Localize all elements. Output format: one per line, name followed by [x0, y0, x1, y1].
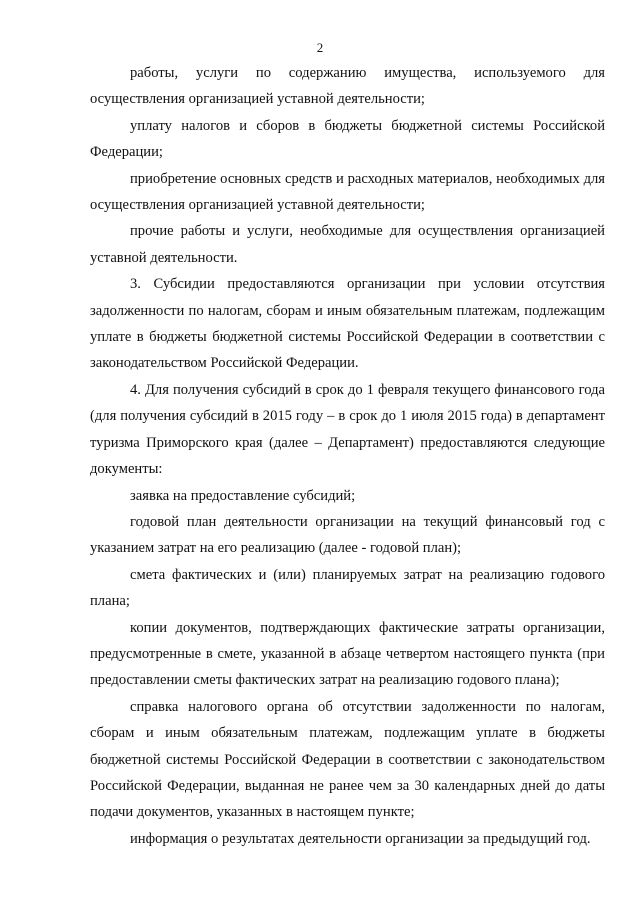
paragraph-other-works: прочие работы и услуги, необходимые для осуществления организацией уставной деятельности.: [90, 223, 605, 266]
paragraph-taxes-fees: уплату налогов и сборов в бюджеты бюджетной системы Российской Федерации;: [90, 117, 605, 161]
paragraph-tax-certificate: справка налогового органа об отсутствии задолженности по налогам, сборам и иным обязательным платежам, подлежащим уплате в бюджеты бюджетной системы Российской Федерации в соответствии с законодательством Российской Федерации, выданная не ранее чем за 30 календарных дней до даты подачи документов, указанных в настоящем пункте;: [90, 698, 605, 821]
paragraph-application: заявка на предоставление субсидий;: [130, 487, 356, 504]
paragraph-fixed-assets: приобретение основных средств и расходных материалов, необходимых для осуществления организацией уставной деятельности;: [90, 170, 605, 214]
page-number: 2: [316, 40, 324, 55]
paragraph-clause-4: 4. Для получения субсидий в срок до 1 февраля текущего финансового года (для получения субсидий в 2015 году – в срок до 1 июля 2015 года) в департамент туризма Приморского края (далее – Департамент) предоставляются следующие документы:: [90, 381, 605, 478]
paragraph-clause-3: 3. Субсидии предоставляются организации при условии отсутствия задолженности по налогам, сборам и иным обязательным платежам, подлежащим уплате в бюджеты бюджетной системы Российской Федерации в соответствии с законодательством Российской Федерации.: [90, 276, 605, 372]
paragraph-document-copies: копии документов, подтверждающих фактические затраты организации, предусмотренные в смете, указанной в абзаце четвертом настоящего пункта (при предоставлении сметы фактических затрат на реализацию годового плана);: [90, 619, 605, 689]
paragraph-cost-estimate: смета фактических и (или) планируемых затрат на реализацию годового плана;: [90, 566, 605, 610]
paragraph-property-services: работы, услуги по содержанию имущества, используемого для осуществления организацией уставной деятельности;: [90, 65, 605, 108]
document-body: [90, 60, 605, 852]
paragraph-annual-plan: годовой план деятельности организации на текущий финансовый год с указанием затрат на его реализацию (далее - годовой план);: [90, 513, 605, 557]
paragraph-activity-report: информация о результатах деятельности организации за предыдущий год.: [130, 830, 591, 847]
